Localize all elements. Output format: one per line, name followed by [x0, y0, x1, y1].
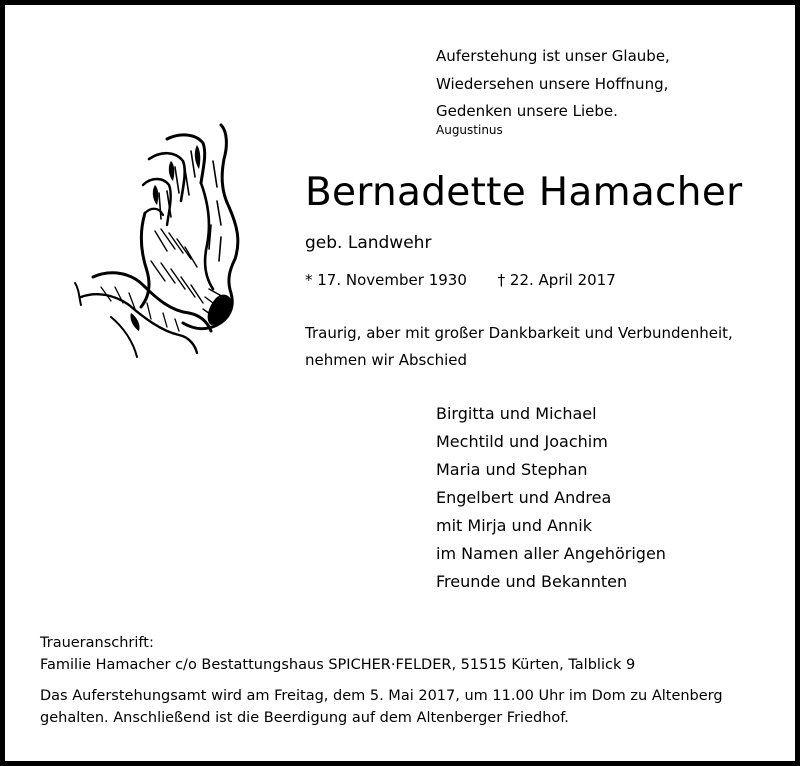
address-label: Traueranschrift:: [40, 635, 154, 651]
praying-hands-icon: [71, 121, 251, 367]
mourner-entry: Freunde und Bekannten: [436, 572, 628, 591]
mourning-address: [40, 632, 635, 676]
address-text: Familie Hamacher c/o Bestattungshaus SPICHER·FELDER, 51515 Kürten, Talblick 9: [40, 657, 636, 673]
quote-line: Gedenken unsere Liebe.: [436, 102, 618, 120]
service-line: Das Auferstehungsamt wird am Freitag, dem 5. Mai 2017, um 11.00 Uhr im Dom zu Altenberg: [40, 688, 723, 704]
mourner-entry: Engelbert und Andrea: [436, 488, 612, 507]
death-date: † 22. April 2017: [497, 271, 616, 289]
birth-date: * 17. November 1930: [305, 271, 467, 289]
message-line: nehmen wir Abschied: [305, 351, 467, 369]
quote-line: Auferstehung ist unser Glaube,: [436, 47, 670, 65]
message-line: Traurig, aber mit großer Dankbarkeit und Verbundenheit,: [305, 324, 733, 342]
service-details: [40, 685, 723, 729]
mourner-entry: im Namen aller Angehörigen: [436, 544, 666, 563]
mourners-list: [436, 400, 666, 596]
deceased-name: Bernadette Hamacher: [305, 170, 743, 215]
quote: [436, 43, 670, 126]
mourner-entry: mit Mirja und Annik: [436, 516, 593, 535]
quote-line: Wiedersehen unsere Hoffnung,: [436, 74, 669, 93]
service-line: gehalten. Anschließend ist die Beerdigung auf dem Altenberger Friedhof.: [40, 710, 569, 726]
life-dates: [305, 271, 616, 289]
farewell-message: [305, 320, 733, 374]
quote-author: Augustinus: [436, 123, 503, 137]
maiden-name: geb. Landwehr: [305, 233, 432, 253]
mourner-entry: Birgitta und Michael: [436, 404, 597, 423]
mourner-entry: Maria und Stephan: [436, 460, 588, 479]
mourner-entry: Mechtild und Joachim: [436, 432, 608, 451]
